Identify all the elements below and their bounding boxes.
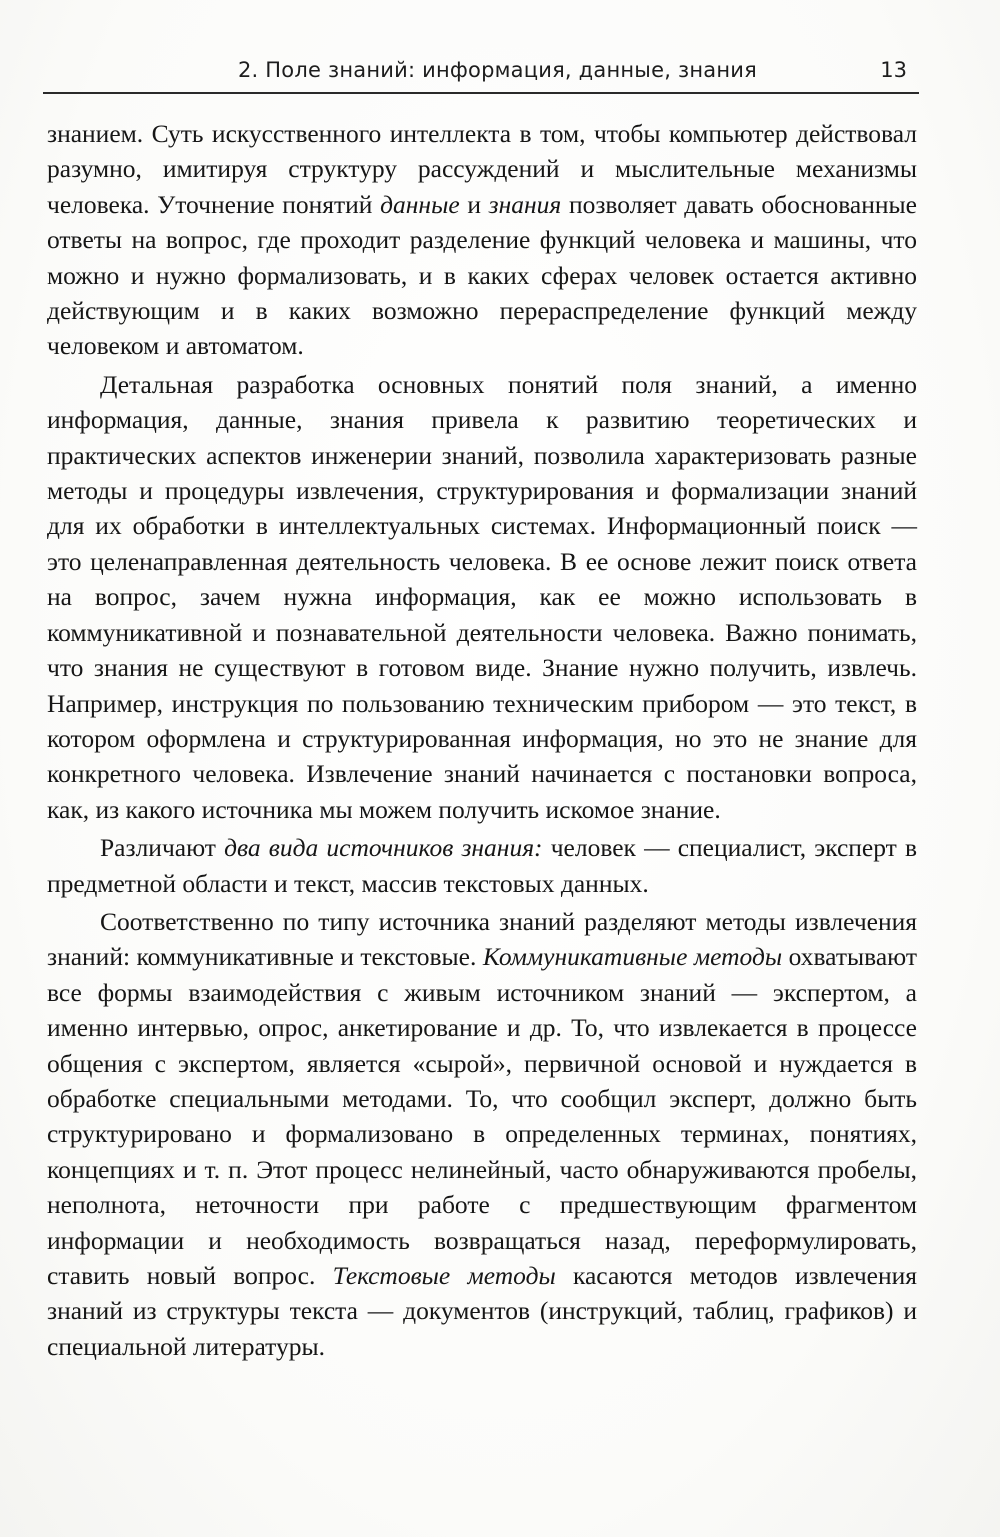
paragraph-4-text: касаются методов извлечения знаний из структуры текста — документов (инструкций, таблиц, графиков) и специальной литературы. (47, 1261, 917, 1361)
term-knowledge: знания (488, 189, 562, 219)
paragraph-1-text: и (459, 189, 489, 219)
paragraph-4-text: охватывают все формы взаимодействия с живым источником знаний — экспертом, а именно интервью, опрос, анкетирование и др. То, что извлекается в процессе общения с экспертом, является «сырой», первичной основой и нуждается в обработке специальными методами. То, что сообщил эксперт, должно быть структурировано и формализовано в определенных терминах, понятиях, концепциях и т. п. Этот процесс нелинейный, часто обнаруживаются пробелы, неполнота, неточности при работе с предшествующим фрагментом информации и необходимость возвращаться назад, переформулировать, ставить новый вопрос. (47, 942, 917, 1290)
paragraph-1-text: знанием. Суть искусственного интеллекта в том, чтобы компьютер действовал разумно, имитируя структуру рассуждений и мыслительные механизмы человека. Уточнение понятий (47, 119, 917, 219)
paragraph-4 (47, 904, 917, 1364)
paragraph-3-text: Различают (100, 833, 225, 863)
term-text-methods: Текстовые методы (332, 1261, 556, 1290)
body-text (47, 116, 917, 1364)
chapter-title: 2. Поле знаний: информация, данные, знания (238, 58, 757, 82)
paragraph-4-text: Соответственно по типу источника знаний разделяют методы извлечения знаний: коммуникативные и текстовые. (47, 906, 917, 972)
term-data: данные (380, 189, 460, 219)
paragraph-2: Детальная разработка основных понятий поля знаний, а именно информация, данные, знания привела к развитию теоретических и практических аспектов инженерии знаний, позволила характеризовать разные методы и процедуры извлечения, структурирования и формализации знаний для их обработки в интеллектуальных системах. Информационный поиск — это целенаправленная деятельность человека. В ее основе лежит поиск ответа на вопрос, зачем нужна информация, как ее можно использовать в коммуникативной и познавательной деятельности человека. Важно понимать, что знания не существуют в готовом виде. Знание нужно получить, извлечь. Например, инструкция по пользованию техническим прибором — это текст, в котором оформлена и структурированная информация, но это не знание для конкретного человека. Извлечение знаний начинается с постановки вопроса, как, из какого источника мы можем получить искомое знание. (47, 369, 917, 824)
term-communicative-methods: Коммуникативные методы (482, 942, 783, 972)
paragraph-1 (47, 116, 917, 364)
page-number: 13 (880, 58, 907, 82)
running-header (43, 56, 919, 94)
paragraph-3 (47, 830, 917, 901)
paragraph-1-text: позволяет давать обоснованные ответы на вопрос, где проходит разделение функций человека и машины, что можно и нужно формализовать, и в каких сферах человек остается активно действующим и в каких возможно перераспределение функций между человеком и автоматом. (47, 189, 917, 361)
emphasis-source-types: два вида источников знания: (224, 833, 543, 863)
paragraph-3-text: человек — специалист, эксперт в предметной области и текст, массив текстовых данных. (47, 833, 917, 898)
